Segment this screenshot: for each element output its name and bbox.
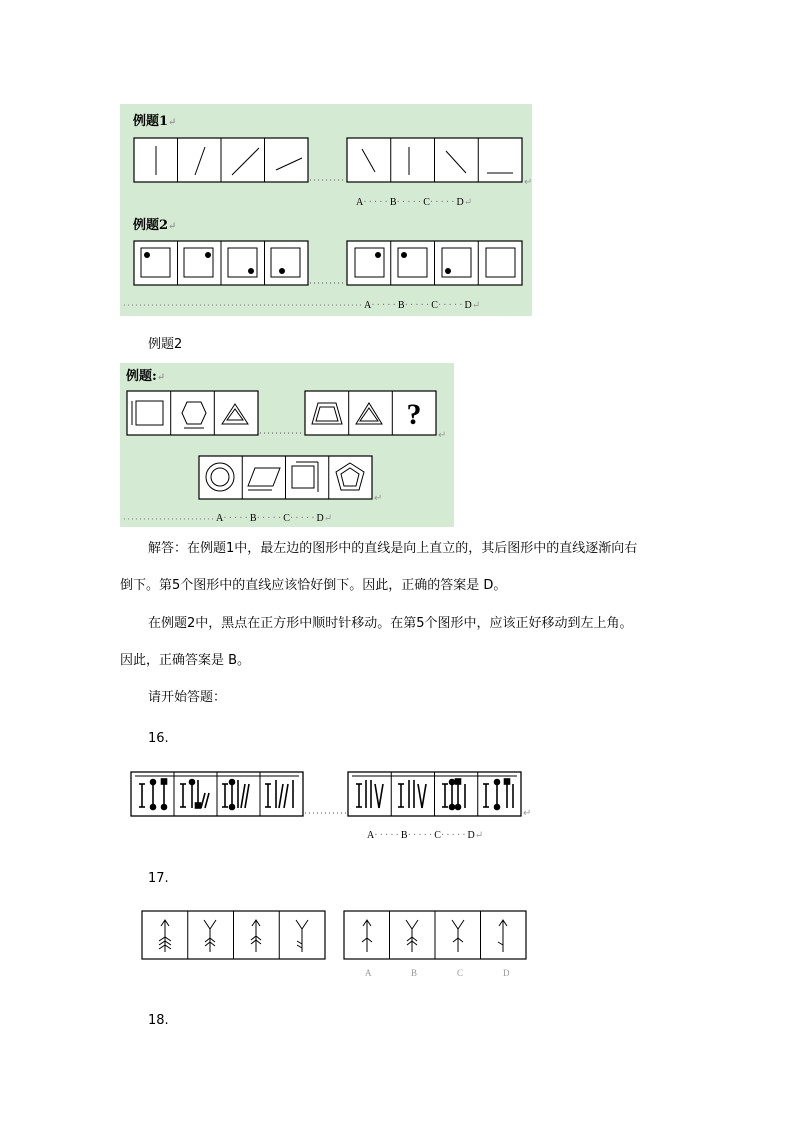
return-mark-icon: ↵	[323, 513, 333, 524]
example-3-title: 例题:↵	[126, 369, 166, 384]
return-mark-icon: ↵	[168, 117, 177, 128]
return-mark-icon: ↵	[463, 197, 473, 208]
option-c: C	[434, 830, 441, 841]
question-16-number: 16.	[148, 731, 169, 746]
option-b: B	[397, 300, 405, 311]
option-c: C	[423, 197, 430, 208]
option-a: A	[216, 513, 224, 524]
return-mark-icon: ↵	[374, 493, 383, 504]
return-mark-icon: ↵	[156, 372, 166, 383]
question-18-number: 18.	[148, 1013, 169, 1028]
example-2-options: A·····B·····C·····D↵	[364, 300, 481, 311]
answer-line-4: 因此，正确答案是 B。	[120, 653, 251, 668]
option-b: B	[400, 830, 408, 841]
return-mark-icon: ↵	[523, 808, 532, 819]
example-2-title: 例题2↵	[133, 218, 177, 233]
question-17-number: 17.	[148, 871, 169, 886]
question-16-options: A·····B·····C·····D↵	[367, 830, 484, 841]
option-b: B	[411, 968, 418, 978]
answer-line-3: 在例题2中，黑点在正方形中顺时针移动。在第5个图形中，应该正好移动到左上角。	[148, 616, 633, 631]
option-c: C	[457, 968, 464, 978]
return-mark-icon: ↵	[168, 221, 177, 232]
return-mark-icon: ↵	[471, 300, 481, 311]
example-3-options: A·····B·····C·····D↵	[216, 513, 333, 524]
option-a: A	[364, 300, 372, 311]
example-1-options: A·····B·····C·····D↵	[356, 197, 473, 208]
example-1-title: 例题1↵	[133, 114, 177, 129]
option-a: A	[365, 968, 372, 978]
option-c: C	[283, 513, 290, 524]
option-b: B	[249, 513, 257, 524]
question-mark: ?	[406, 398, 422, 431]
option-d: D	[503, 968, 510, 978]
return-mark-icon: ↵	[438, 430, 447, 441]
return-mark-icon: ↵	[524, 177, 533, 188]
option-d: D	[464, 300, 472, 311]
option-d: D	[456, 197, 464, 208]
option-c: C	[431, 300, 438, 311]
figure-caption: 例题2	[148, 337, 183, 352]
answer-line-1: 解答：在例题1中，最左边的图形中的直线是向上直立的，其后图形中的直线逐渐向右	[148, 541, 638, 556]
option-a: A	[356, 197, 364, 208]
option-d: D	[316, 513, 324, 524]
option-d: D	[467, 830, 475, 841]
option-b: B	[389, 197, 397, 208]
option-a: A	[367, 830, 375, 841]
answer-line-2: 倒下。第5个图形中的直线应该恰好倒下。因此，正确的答案是 D。	[120, 578, 507, 593]
start-prompt: 请开始答题：	[148, 690, 227, 705]
return-mark-icon: ↵	[474, 830, 484, 841]
